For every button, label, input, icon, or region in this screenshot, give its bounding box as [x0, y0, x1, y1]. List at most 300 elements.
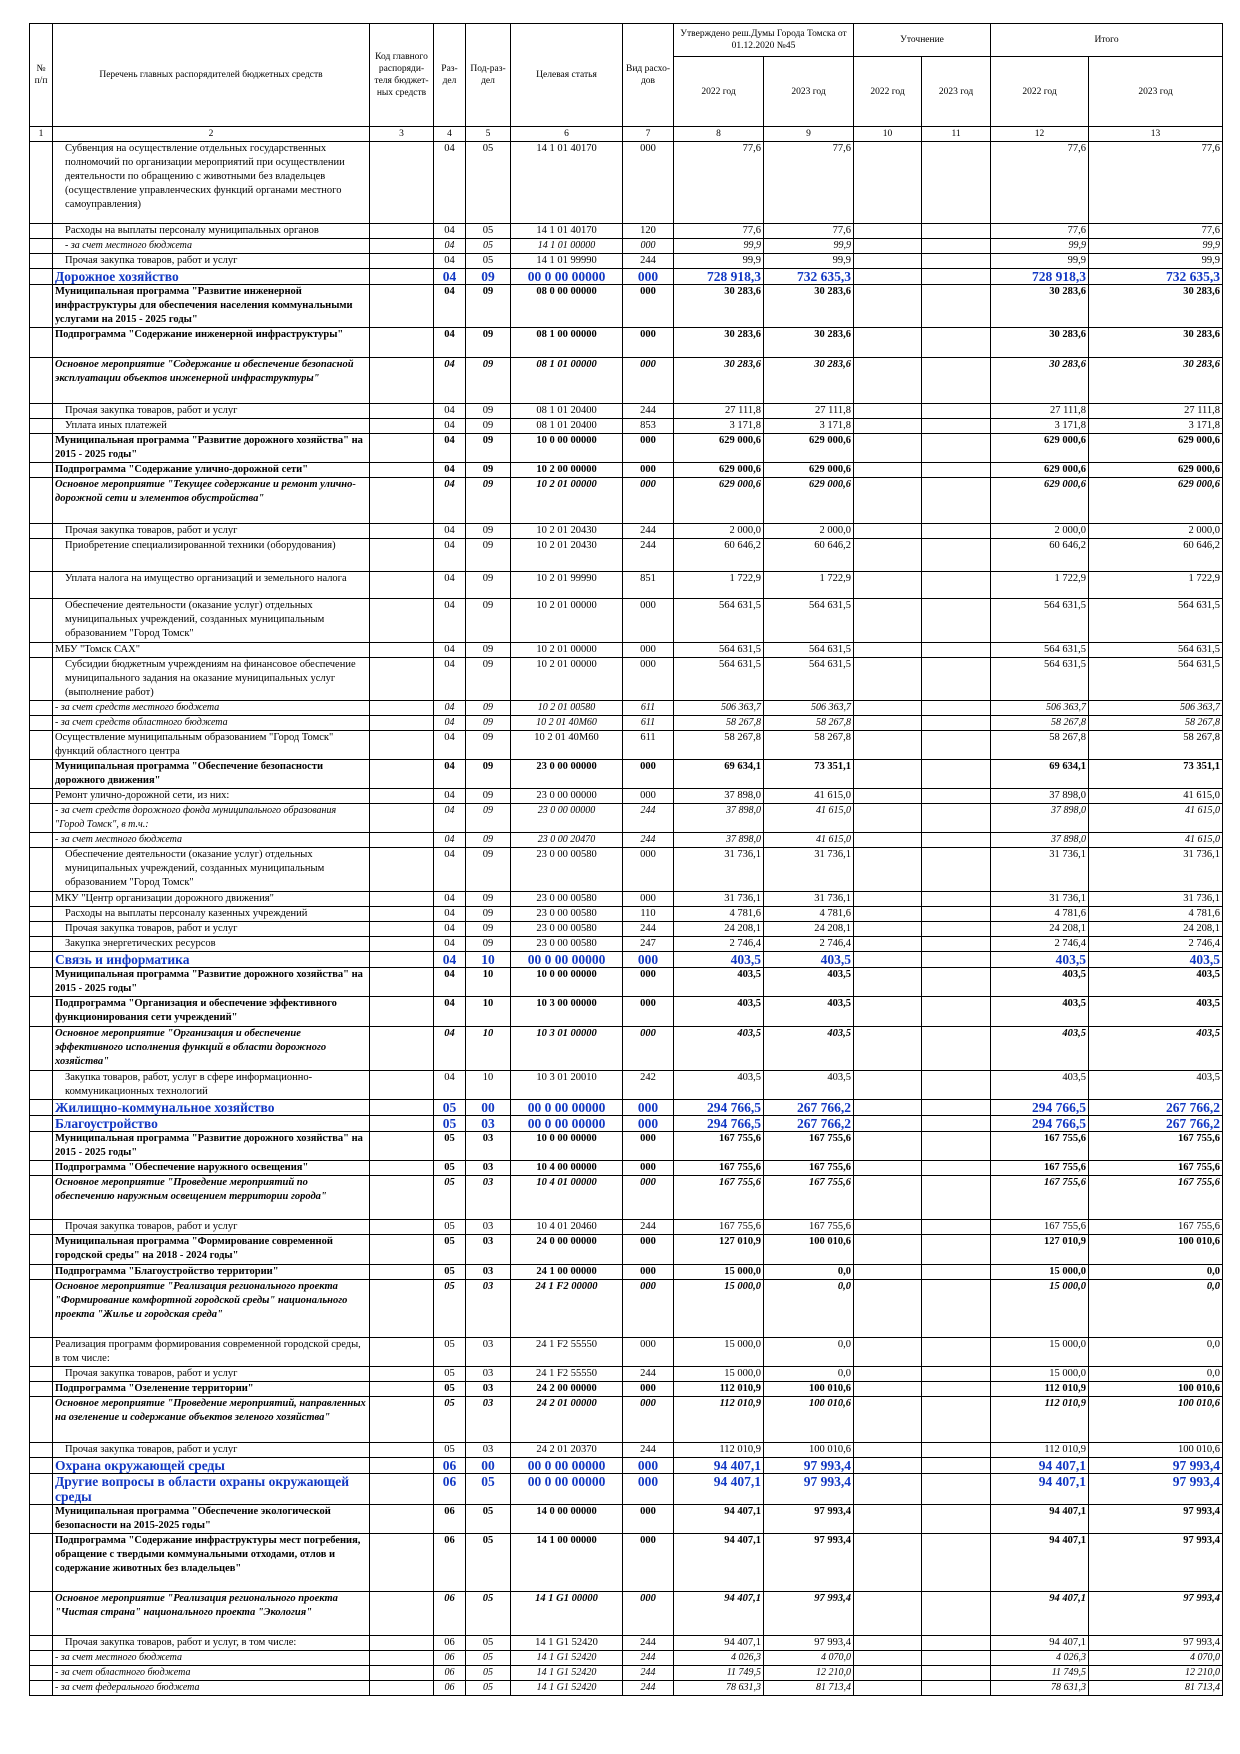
table-row [30, 1161, 1223, 1176]
row-razdel: 04 [434, 239, 466, 254]
row-clarification-2023 [922, 572, 991, 599]
row-code-cell [370, 1132, 434, 1161]
row-razdel: 06 [434, 1651, 466, 1666]
row-total-2022: 60 646,2 [991, 539, 1089, 572]
table-row [30, 1132, 1223, 1161]
row-clarification-2023 [922, 539, 991, 572]
row-approved-2023: 3 171,8 [764, 419, 854, 434]
table-row [30, 1382, 1223, 1397]
row-name: Субвенция на осуществление отдельных государственных полномочий по организации мероприятий при осуществлении деятельности по обращению с животными без владельцев (осуществление управленческих функций органами местного самоуправления) [53, 142, 370, 224]
row-name: - за счет средств местного бюджета [53, 701, 370, 716]
table-row [30, 404, 1223, 419]
row-approved-2022: 15 000,0 [674, 1338, 764, 1367]
row-num-cell [30, 463, 53, 478]
row-clarification-2023 [922, 1666, 991, 1681]
row-total-2023: 403,5 [1089, 1071, 1223, 1100]
table-row [30, 1636, 1223, 1651]
row-total-2022: 31 736,1 [991, 848, 1089, 892]
row-total-2022: 403,5 [991, 952, 1089, 968]
row-clarification-2023 [922, 716, 991, 731]
row-code-cell [370, 937, 434, 952]
row-approved-2023: 97 993,4 [764, 1505, 854, 1534]
row-clarification-2023 [922, 1458, 991, 1474]
header-code: Код главного распоряди-теля бюджет-ных средств [370, 24, 434, 127]
row-target: 24 0 00 00000 [511, 1235, 623, 1265]
table-row [30, 358, 1223, 404]
table-row [30, 224, 1223, 239]
table-row [30, 907, 1223, 922]
row-vid: 000 [623, 658, 674, 701]
row-approved-2022: 99,9 [674, 254, 764, 269]
row-podrazdel: 09 [466, 789, 511, 804]
row-podrazdel: 09 [466, 701, 511, 716]
row-clarification-2023 [922, 804, 991, 833]
table-row [30, 643, 1223, 658]
row-num-cell [30, 524, 53, 539]
table-row [30, 833, 1223, 848]
row-target: 24 2 01 20370 [511, 1443, 623, 1458]
row-razdel: 04 [434, 254, 466, 269]
row-razdel: 04 [434, 789, 466, 804]
column-number: 9 [764, 127, 854, 142]
row-total-2022: 629 000,6 [991, 434, 1089, 463]
row-razdel: 04 [434, 224, 466, 239]
row-total-2022: 94 407,1 [991, 1592, 1089, 1636]
row-podrazdel: 05 [466, 1534, 511, 1592]
row-code-cell [370, 1176, 434, 1220]
header-clarification-2022: 2022 год [854, 57, 922, 127]
row-razdel: 04 [434, 539, 466, 572]
row-approved-2023: 99,9 [764, 239, 854, 254]
row-approved-2023: 99,9 [764, 254, 854, 269]
table-row [30, 1338, 1223, 1367]
row-approved-2022: 94 407,1 [674, 1505, 764, 1534]
row-clarification-2022 [854, 789, 922, 804]
row-approved-2023: 167 755,6 [764, 1132, 854, 1161]
row-name: Подпрограмма "Содержание инженерной инфраструктуры" [53, 328, 370, 358]
row-approved-2022: 403,5 [674, 968, 764, 997]
row-approved-2022: 60 646,2 [674, 539, 764, 572]
row-num-cell [30, 1534, 53, 1592]
row-code-cell [370, 478, 434, 524]
row-vid: 244 [623, 1220, 674, 1235]
table-row [30, 1265, 1223, 1280]
row-clarification-2023 [922, 848, 991, 892]
table-row [30, 434, 1223, 463]
row-approved-2023: 629 000,6 [764, 463, 854, 478]
row-clarification-2022 [854, 1071, 922, 1100]
row-target: 24 2 00 00000 [511, 1382, 623, 1397]
row-num-cell [30, 997, 53, 1027]
row-total-2022: 77,6 [991, 224, 1089, 239]
row-podrazdel: 09 [466, 907, 511, 922]
row-approved-2022: 112 010,9 [674, 1443, 764, 1458]
row-total-2022: 69 634,1 [991, 760, 1089, 789]
row-name: Расходы на выплаты персоналу муниципальных органов [53, 224, 370, 239]
row-target: 10 2 01 40М60 [511, 731, 623, 760]
table-row [30, 1116, 1223, 1132]
row-total-2023: 564 631,5 [1089, 658, 1223, 701]
row-vid: 000 [623, 599, 674, 643]
row-num-cell [30, 833, 53, 848]
budget-table [29, 23, 1223, 1696]
column-numbers-row [30, 127, 1223, 142]
row-code-cell [370, 524, 434, 539]
row-vid: 244 [623, 1666, 674, 1681]
row-total-2022: 94 407,1 [991, 1474, 1089, 1505]
row-total-2023: 24 208,1 [1089, 922, 1223, 937]
row-clarification-2022 [854, 643, 922, 658]
row-vid: 244 [623, 404, 674, 419]
column-number: 3 [370, 127, 434, 142]
row-vid: 000 [623, 1458, 674, 1474]
row-total-2023: 97 993,4 [1089, 1458, 1223, 1474]
header-clarification-2023: 2023 год [922, 57, 991, 127]
row-clarification-2022 [854, 1474, 922, 1505]
row-total-2023: 99,9 [1089, 239, 1223, 254]
row-code-cell [370, 952, 434, 968]
row-approved-2023: 0,0 [764, 1265, 854, 1280]
row-code-cell [370, 1338, 434, 1367]
table-row [30, 937, 1223, 952]
row-clarification-2023 [922, 524, 991, 539]
row-target: 10 2 01 00580 [511, 701, 623, 716]
table-header [30, 24, 1223, 142]
row-target: 14 1 01 40170 [511, 224, 623, 239]
header-approved-2022: 2022 год [674, 57, 764, 127]
row-total-2023: 58 267,8 [1089, 731, 1223, 760]
row-target: 10 2 00 00000 [511, 463, 623, 478]
row-total-2022: 37 898,0 [991, 833, 1089, 848]
header-vid: Вид расхо-дов [623, 24, 674, 127]
row-podrazdel: 09 [466, 463, 511, 478]
table-row [30, 1651, 1223, 1666]
row-podrazdel: 05 [466, 142, 511, 224]
row-code-cell [370, 419, 434, 434]
row-total-2023: 167 755,6 [1089, 1176, 1223, 1220]
row-clarification-2023 [922, 1280, 991, 1338]
row-num-cell [30, 1397, 53, 1443]
row-name: Подпрограмма "Содержание улично-дорожной сети" [53, 463, 370, 478]
row-code-cell [370, 731, 434, 760]
row-approved-2023: 24 208,1 [764, 922, 854, 937]
row-num-cell [30, 1161, 53, 1176]
row-code-cell [370, 1265, 434, 1280]
table-row [30, 419, 1223, 434]
row-total-2023: 167 755,6 [1089, 1132, 1223, 1161]
row-approved-2022: 1 722,9 [674, 572, 764, 599]
row-approved-2022: 629 000,6 [674, 478, 764, 524]
row-code-cell [370, 658, 434, 701]
row-total-2023: 506 363,7 [1089, 701, 1223, 716]
row-total-2023: 41 615,0 [1089, 789, 1223, 804]
row-name: Закупка товаров, работ, услуг в сфере информационно-коммуникационных технологий [53, 1071, 370, 1100]
row-code-cell [370, 434, 434, 463]
row-name: Основное мероприятие "Содержание и обеспечение безопасной эксплуатации объектов инженерной инфраструктуры" [53, 358, 370, 404]
row-name: Осуществление муниципальным образованием "Город Томск" функций областного центра [53, 731, 370, 760]
row-podrazdel: 09 [466, 572, 511, 599]
row-approved-2022: 294 766,5 [674, 1100, 764, 1116]
row-total-2022: 112 010,9 [991, 1397, 1089, 1443]
row-num-cell [30, 1235, 53, 1265]
table-row [30, 478, 1223, 524]
row-razdel: 05 [434, 1265, 466, 1280]
row-total-2022: 94 407,1 [991, 1534, 1089, 1592]
row-name: Благоустройство [53, 1116, 370, 1132]
row-razdel: 04 [434, 1027, 466, 1071]
row-approved-2022: 15 000,0 [674, 1280, 764, 1338]
row-clarification-2023 [922, 254, 991, 269]
row-vid: 244 [623, 1443, 674, 1458]
row-total-2022: 78 631,3 [991, 1681, 1089, 1696]
row-total-2023: 732 635,3 [1089, 269, 1223, 285]
row-clarification-2022 [854, 285, 922, 328]
row-approved-2022: 403,5 [674, 1071, 764, 1100]
column-number: 11 [922, 127, 991, 142]
row-target: 14 1 01 40170 [511, 142, 623, 224]
row-approved-2022: 167 755,6 [674, 1132, 764, 1161]
row-clarification-2022 [854, 328, 922, 358]
row-clarification-2022 [854, 716, 922, 731]
column-number: 13 [1089, 127, 1223, 142]
row-podrazdel: 00 [466, 1100, 511, 1116]
row-total-2022: 24 208,1 [991, 922, 1089, 937]
table-row [30, 269, 1223, 285]
row-target: 10 3 01 00000 [511, 1027, 623, 1071]
row-podrazdel: 09 [466, 760, 511, 789]
row-name: Обеспечение деятельности (оказание услуг) отдельных муниципальных учреждений, созданных муниципальным образованием "Город Томск" [53, 599, 370, 643]
row-razdel: 05 [434, 1397, 466, 1443]
row-razdel: 04 [434, 760, 466, 789]
row-code-cell [370, 643, 434, 658]
row-total-2023: 41 615,0 [1089, 833, 1223, 848]
row-target: 10 2 01 40М60 [511, 716, 623, 731]
row-target: 10 4 00 00000 [511, 1161, 623, 1176]
row-num-cell [30, 269, 53, 285]
row-name: Основное мероприятие "Текущее содержание и ремонт улично-дорожной сети и элементов обустройства" [53, 478, 370, 524]
row-podrazdel: 10 [466, 952, 511, 968]
row-razdel: 04 [434, 643, 466, 658]
row-approved-2023: 564 631,5 [764, 658, 854, 701]
row-approved-2022: 506 363,7 [674, 701, 764, 716]
row-target: 24 1 F2 00000 [511, 1280, 623, 1338]
row-podrazdel: 09 [466, 716, 511, 731]
row-vid: 244 [623, 524, 674, 539]
row-name: Подпрограмма "Содержание инфраструктуры мест погребения, обращение с твердыми коммунальными отходами, отлов и содержание животных без владельцев" [53, 1534, 370, 1592]
row-total-2023: 100 010,6 [1089, 1382, 1223, 1397]
table-row [30, 701, 1223, 716]
row-total-2023: 30 283,6 [1089, 285, 1223, 328]
row-razdel: 04 [434, 922, 466, 937]
row-total-2023: 267 766,2 [1089, 1100, 1223, 1116]
row-podrazdel: 10 [466, 1027, 511, 1071]
table-row [30, 1505, 1223, 1534]
row-clarification-2023 [922, 1382, 991, 1397]
row-code-cell [370, 1458, 434, 1474]
row-clarification-2022 [854, 997, 922, 1027]
row-total-2023: 403,5 [1089, 1027, 1223, 1071]
row-total-2023: 58 267,8 [1089, 716, 1223, 731]
table-row [30, 1027, 1223, 1071]
row-total-2023: 30 283,6 [1089, 358, 1223, 404]
row-clarification-2022 [854, 599, 922, 643]
row-clarification-2023 [922, 1235, 991, 1265]
row-clarification-2022 [854, 760, 922, 789]
row-target: 00 0 00 00000 [511, 269, 623, 285]
row-total-2022: 2 000,0 [991, 524, 1089, 539]
row-code-cell [370, 239, 434, 254]
row-num-cell [30, 1265, 53, 1280]
row-approved-2023: 12 210,0 [764, 1666, 854, 1681]
row-podrazdel: 05 [466, 1681, 511, 1696]
row-razdel: 06 [434, 1458, 466, 1474]
row-total-2023: 629 000,6 [1089, 478, 1223, 524]
row-approved-2022: 167 755,6 [674, 1161, 764, 1176]
row-vid: 000 [623, 434, 674, 463]
row-target: 14 1 G1 52420 [511, 1666, 623, 1681]
row-vid: 000 [623, 285, 674, 328]
row-podrazdel: 09 [466, 539, 511, 572]
row-approved-2023: 30 283,6 [764, 328, 854, 358]
row-num-cell [30, 760, 53, 789]
row-podrazdel: 10 [466, 968, 511, 997]
row-approved-2023: 267 766,2 [764, 1100, 854, 1116]
row-razdel: 06 [434, 1474, 466, 1505]
row-approved-2022: 69 634,1 [674, 760, 764, 789]
row-vid: 000 [623, 142, 674, 224]
row-approved-2023: 506 363,7 [764, 701, 854, 716]
row-approved-2023: 267 766,2 [764, 1116, 854, 1132]
row-podrazdel: 09 [466, 804, 511, 833]
row-razdel: 05 [434, 1100, 466, 1116]
row-target: 08 1 01 00000 [511, 358, 623, 404]
row-razdel: 05 [434, 1338, 466, 1367]
row-razdel: 04 [434, 892, 466, 907]
row-razdel: 04 [434, 701, 466, 716]
row-code-cell [370, 285, 434, 328]
row-clarification-2023 [922, 789, 991, 804]
row-target: 14 1 01 99990 [511, 254, 623, 269]
row-name: Муниципальная программа "Развитие дорожного хозяйства" на 2015 - 2025 годы" [53, 968, 370, 997]
table-row [30, 804, 1223, 833]
row-total-2022: 99,9 [991, 254, 1089, 269]
row-clarification-2023 [922, 142, 991, 224]
row-vid: 244 [623, 804, 674, 833]
row-approved-2022: 403,5 [674, 952, 764, 968]
row-podrazdel: 09 [466, 658, 511, 701]
row-total-2023: 0,0 [1089, 1338, 1223, 1367]
row-podrazdel: 03 [466, 1280, 511, 1338]
row-razdel: 05 [434, 1132, 466, 1161]
row-name: Уплата иных платежей [53, 419, 370, 434]
row-target: 23 0 00 20470 [511, 833, 623, 848]
row-approved-2023: 100 010,6 [764, 1397, 854, 1443]
row-clarification-2022 [854, 524, 922, 539]
row-approved-2023: 41 615,0 [764, 833, 854, 848]
row-num-cell [30, 434, 53, 463]
row-approved-2022: 564 631,5 [674, 643, 764, 658]
row-clarification-2023 [922, 1071, 991, 1100]
row-clarification-2023 [922, 997, 991, 1027]
row-name: Подпрограмма "Благоустройство территории" [53, 1265, 370, 1280]
column-number: 10 [854, 127, 922, 142]
row-razdel: 04 [434, 907, 466, 922]
row-vid: 000 [623, 968, 674, 997]
row-clarification-2022 [854, 1592, 922, 1636]
header-target: Целевая статья [511, 24, 623, 127]
row-name: Уплата налога на имущество организаций и земельного налога [53, 572, 370, 599]
row-clarification-2023 [922, 1132, 991, 1161]
row-podrazdel: 05 [466, 1636, 511, 1651]
row-approved-2022: 94 407,1 [674, 1534, 764, 1592]
row-total-2023: 97 993,4 [1089, 1636, 1223, 1651]
row-approved-2022: 94 407,1 [674, 1636, 764, 1651]
row-clarification-2023 [922, 968, 991, 997]
row-clarification-2022 [854, 833, 922, 848]
row-razdel: 06 [434, 1681, 466, 1696]
row-clarification-2023 [922, 952, 991, 968]
row-name: - за счет федерального бюджета [53, 1681, 370, 1696]
row-total-2022: 94 407,1 [991, 1458, 1089, 1474]
row-approved-2022: 11 749,5 [674, 1666, 764, 1681]
row-name: Прочая закупка товаров, работ и услуг [53, 1220, 370, 1235]
row-approved-2022: 403,5 [674, 997, 764, 1027]
row-code-cell [370, 1280, 434, 1338]
row-num-cell [30, 789, 53, 804]
row-num-cell [30, 892, 53, 907]
row-podrazdel: 09 [466, 892, 511, 907]
row-num-cell [30, 716, 53, 731]
row-target: 00 0 00 00000 [511, 1458, 623, 1474]
row-code-cell [370, 1235, 434, 1265]
row-target: 08 1 00 00000 [511, 328, 623, 358]
row-podrazdel: 10 [466, 1071, 511, 1100]
row-approved-2023: 564 631,5 [764, 599, 854, 643]
row-clarification-2022 [854, 478, 922, 524]
row-num-cell [30, 404, 53, 419]
row-approved-2022: 94 407,1 [674, 1458, 764, 1474]
row-num-cell [30, 1027, 53, 1071]
row-target: 00 0 00 00000 [511, 1100, 623, 1116]
row-vid: 000 [623, 1100, 674, 1116]
row-razdel: 04 [434, 463, 466, 478]
row-target: 14 1 00 00000 [511, 1534, 623, 1592]
row-code-cell [370, 142, 434, 224]
row-podrazdel: 05 [466, 224, 511, 239]
row-num-cell [30, 478, 53, 524]
row-vid: 000 [623, 789, 674, 804]
row-total-2023: 267 766,2 [1089, 1116, 1223, 1132]
row-code-cell [370, 269, 434, 285]
row-razdel: 04 [434, 952, 466, 968]
row-vid: 611 [623, 701, 674, 716]
row-clarification-2023 [922, 1534, 991, 1592]
row-vid: 000 [623, 1505, 674, 1534]
table-row [30, 1592, 1223, 1636]
row-target: 23 0 00 00580 [511, 892, 623, 907]
table-row [30, 1280, 1223, 1338]
row-approved-2022: 112 010,9 [674, 1382, 764, 1397]
row-num-cell [30, 1505, 53, 1534]
row-clarification-2023 [922, 701, 991, 716]
row-target: 23 0 00 00580 [511, 937, 623, 952]
table-row [30, 1534, 1223, 1592]
row-clarification-2022 [854, 1651, 922, 1666]
row-total-2023: 3 171,8 [1089, 419, 1223, 434]
row-clarification-2022 [854, 937, 922, 952]
row-code-cell [370, 968, 434, 997]
row-code-cell [370, 789, 434, 804]
